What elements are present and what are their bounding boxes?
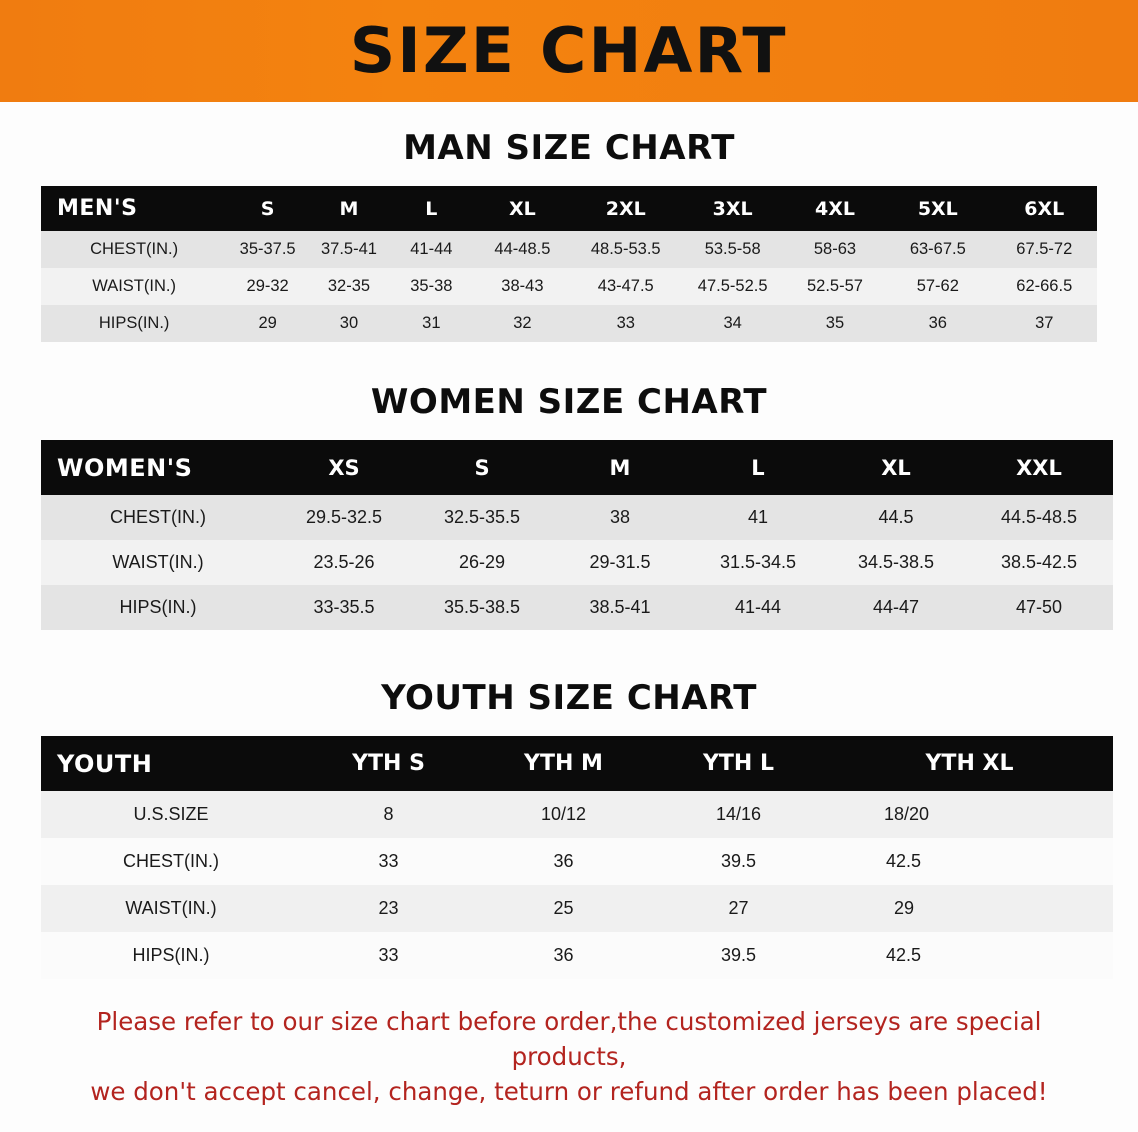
man-size-table xyxy=(41,186,1097,342)
youth-cell-ussize-xl: 18/20 xyxy=(826,791,1113,838)
man-cell-waist-4xl: 52.5-57 xyxy=(786,268,884,305)
man-cell-hips-4xl: 35 xyxy=(786,305,884,342)
youth-table-wrapper xyxy=(41,736,1097,979)
youth-row-label-ussize: U.S.SIZE xyxy=(41,791,301,838)
man-cell-hips-3xl: 34 xyxy=(679,305,785,342)
man-cell-chest-3xl: 53.5-58 xyxy=(679,231,785,268)
youth-header-cell-2: YTH M xyxy=(476,736,651,791)
table-row xyxy=(41,231,1097,268)
policy-note xyxy=(39,1005,1099,1109)
man-header-cell-4: XL xyxy=(473,186,572,231)
man-row-label-chest: CHEST(IN.) xyxy=(41,231,227,268)
women-cell-chest-xxl: 44.5-48.5 xyxy=(965,495,1113,540)
youth-row-label-waist: WAIST(IN.) xyxy=(41,885,301,932)
women-table-head xyxy=(41,440,1113,495)
youth-cell-waist-s: 23 xyxy=(301,885,476,932)
table-row xyxy=(41,838,1113,885)
man-cell-hips-2xl: 33 xyxy=(572,305,679,342)
man-header-cell-2: M xyxy=(308,186,390,231)
man-header-cell-6: 3XL xyxy=(679,186,785,231)
women-cell-chest-s: 32.5-35.5 xyxy=(413,495,551,540)
table-row xyxy=(41,305,1097,342)
women-cell-chest-xl: 44.5 xyxy=(827,495,965,540)
man-header-cell-3: L xyxy=(390,186,473,231)
table-row xyxy=(41,268,1097,305)
women-row-label-waist: WAIST(IN.) xyxy=(41,540,275,585)
women-cell-waist-xl: 34.5-38.5 xyxy=(827,540,965,585)
women-header-cell-0: WOMEN'S xyxy=(41,440,275,495)
women-header-cell-6: XXL xyxy=(965,440,1113,495)
man-section-title: MAN SIZE CHART xyxy=(403,128,735,168)
women-header-row xyxy=(41,440,1113,495)
youth-row-label-chest: CHEST(IN.) xyxy=(41,838,301,885)
man-table-head xyxy=(41,186,1097,231)
youth-cell-waist-xl: 29 xyxy=(826,885,1113,932)
women-cell-chest-m: 38 xyxy=(551,495,689,540)
man-header-cell-5: 2XL xyxy=(572,186,679,231)
man-cell-chest-4xl: 58-63 xyxy=(786,231,884,268)
youth-size-table xyxy=(41,736,1113,979)
youth-cell-waist-l: 27 xyxy=(651,885,826,932)
man-row-label-waist: WAIST(IN.) xyxy=(41,268,227,305)
youth-cell-waist-m: 25 xyxy=(476,885,651,932)
man-cell-hips-6xl: 37 xyxy=(992,305,1097,342)
youth-cell-hips-xl: 42.5 xyxy=(826,932,1113,979)
man-header-cell-7: 4XL xyxy=(786,186,884,231)
page-banner xyxy=(0,0,1138,102)
table-row xyxy=(41,495,1113,540)
women-cell-waist-xs: 23.5-26 xyxy=(275,540,413,585)
youth-header-cell-0: YOUTH xyxy=(41,736,301,791)
youth-cell-ussize-s: 8 xyxy=(301,791,476,838)
man-cell-chest-2xl: 48.5-53.5 xyxy=(572,231,679,268)
man-table-wrapper xyxy=(41,186,1097,342)
women-cell-hips-xxl: 47-50 xyxy=(965,585,1113,630)
women-cell-hips-xl: 44-47 xyxy=(827,585,965,630)
women-cell-waist-s: 26-29 xyxy=(413,540,551,585)
youth-cell-hips-m: 36 xyxy=(476,932,651,979)
policy-note-line-2: we don't accept cancel, change, teturn or refund after order has been placed! xyxy=(90,1076,1048,1106)
youth-header-cell-1: YTH S xyxy=(301,736,476,791)
man-header-cell-1: S xyxy=(227,186,308,231)
youth-cell-chest-xl: 42.5 xyxy=(826,838,1113,885)
man-cell-chest-xl: 44-48.5 xyxy=(473,231,572,268)
man-row-label-hips: HIPS(IN.) xyxy=(41,305,227,342)
women-cell-hips-s: 35.5-38.5 xyxy=(413,585,551,630)
man-header-cell-8: 5XL xyxy=(884,186,991,231)
women-row-label-chest: CHEST(IN.) xyxy=(41,495,275,540)
youth-header-row xyxy=(41,736,1113,791)
man-cell-chest-m: 37.5-41 xyxy=(308,231,390,268)
youth-cell-hips-s: 33 xyxy=(301,932,476,979)
man-cell-hips-xl: 32 xyxy=(473,305,572,342)
man-cell-waist-s: 29-32 xyxy=(227,268,308,305)
man-header-cell-9: 6XL xyxy=(992,186,1097,231)
women-row-label-hips: HIPS(IN.) xyxy=(41,585,275,630)
youth-table-head xyxy=(41,736,1113,791)
women-cell-hips-m: 38.5-41 xyxy=(551,585,689,630)
women-header-cell-3: M xyxy=(551,440,689,495)
page-title: SIZE CHART xyxy=(350,14,788,87)
man-cell-hips-5xl: 36 xyxy=(884,305,991,342)
table-row xyxy=(41,791,1113,838)
youth-cell-ussize-l: 14/16 xyxy=(651,791,826,838)
man-header-cell-0: MEN'S xyxy=(41,186,227,231)
youth-header-cell-3: YTH L xyxy=(651,736,826,791)
man-cell-chest-s: 35-37.5 xyxy=(227,231,308,268)
man-cell-waist-3xl: 47.5-52.5 xyxy=(679,268,785,305)
youth-cell-chest-l: 39.5 xyxy=(651,838,826,885)
man-cell-chest-5xl: 63-67.5 xyxy=(884,231,991,268)
women-header-cell-2: S xyxy=(413,440,551,495)
women-cell-chest-l: 41 xyxy=(689,495,827,540)
women-section-title: WOMEN SIZE CHART xyxy=(370,382,768,422)
man-cell-waist-2xl: 43-47.5 xyxy=(572,268,679,305)
women-cell-hips-l: 41-44 xyxy=(689,585,827,630)
man-header-row xyxy=(41,186,1097,231)
youth-table-body xyxy=(41,791,1113,979)
women-size-table xyxy=(41,440,1113,630)
table-row xyxy=(41,540,1113,585)
man-cell-waist-xl: 38-43 xyxy=(473,268,572,305)
women-header-cell-4: L xyxy=(689,440,827,495)
man-cell-waist-6xl: 62-66.5 xyxy=(992,268,1097,305)
women-cell-waist-m: 29-31.5 xyxy=(551,540,689,585)
women-cell-hips-xs: 33-35.5 xyxy=(275,585,413,630)
youth-cell-chest-m: 36 xyxy=(476,838,651,885)
man-cell-waist-5xl: 57-62 xyxy=(884,268,991,305)
youth-section-title: YOUTH SIZE CHART xyxy=(381,678,757,718)
youth-cell-hips-l: 39.5 xyxy=(651,932,826,979)
women-header-cell-1: XS xyxy=(275,440,413,495)
youth-row-label-hips: HIPS(IN.) xyxy=(41,932,301,979)
man-cell-chest-l: 41-44 xyxy=(390,231,473,268)
man-cell-waist-l: 35-38 xyxy=(390,268,473,305)
man-cell-chest-6xl: 67.5-72 xyxy=(992,231,1097,268)
man-cell-waist-m: 32-35 xyxy=(308,268,390,305)
man-cell-hips-l: 31 xyxy=(390,305,473,342)
women-table-wrapper xyxy=(41,440,1097,630)
women-header-cell-5: XL xyxy=(827,440,965,495)
man-cell-hips-m: 30 xyxy=(308,305,390,342)
women-cell-waist-xxl: 38.5-42.5 xyxy=(965,540,1113,585)
table-row xyxy=(41,885,1113,932)
man-table-body xyxy=(41,231,1097,342)
table-row xyxy=(41,585,1113,630)
women-cell-waist-l: 31.5-34.5 xyxy=(689,540,827,585)
women-cell-chest-xs: 29.5-32.5 xyxy=(275,495,413,540)
table-row xyxy=(41,932,1113,979)
youth-cell-ussize-m: 10/12 xyxy=(476,791,651,838)
policy-note-line-1: Please refer to our size chart before order,the customized jerseys are special products, xyxy=(96,1007,1042,1071)
women-table-body xyxy=(41,495,1113,630)
man-cell-hips-s: 29 xyxy=(227,305,308,342)
youth-header-cell-4: YTH XL xyxy=(826,736,1113,791)
youth-cell-chest-s: 33 xyxy=(301,838,476,885)
